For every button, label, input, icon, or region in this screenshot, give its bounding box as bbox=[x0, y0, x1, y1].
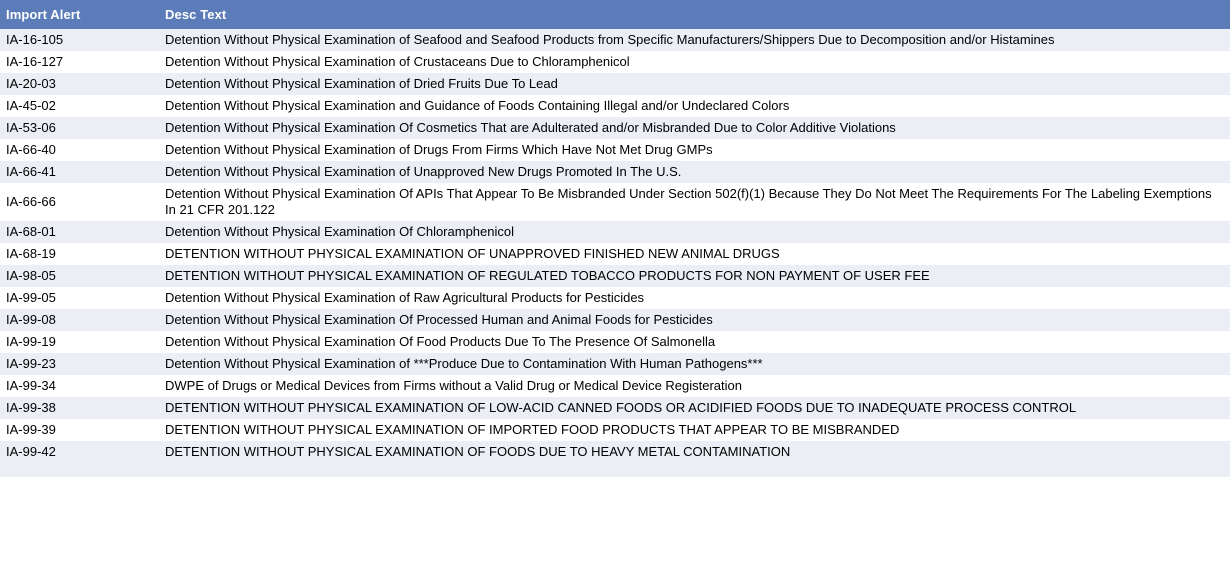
column-header-desc-text[interactable]: Desc Text bbox=[156, 0, 1230, 29]
table-row[interactable] bbox=[0, 139, 1230, 161]
cell-desc-text[interactable]: Detention Without Physical Examination of Dried Fruits Due To Lead bbox=[156, 73, 1230, 95]
table-row[interactable] bbox=[0, 309, 1230, 331]
cell-desc-text[interactable]: Detention Without Physical Examination Of APIs That Appear To Be Misbranded Under Section 502(f)(1) Because They Do Not Meet The Requirements For The Labeling Exemptions In 21 CFR 201.122 bbox=[156, 183, 1230, 221]
cell-import-alert[interactable]: IA-99-38 bbox=[0, 397, 156, 419]
cell-desc-text[interactable]: DETENTION WITHOUT PHYSICAL EXAMINATION OF LOW-ACID CANNED FOODS OR ACIDIFIED FOODS DUE TO INADEQUATE PROCESS CONTROL bbox=[156, 397, 1230, 419]
cell-desc-text[interactable]: Detention Without Physical Examination and Guidance of Foods Containing Illegal and/or Undeclared Colors bbox=[156, 95, 1230, 117]
cell-desc-text[interactable]: Detention Without Physical Examination Of Processed Human and Animal Foods for Pesticides bbox=[156, 309, 1230, 331]
cell-desc-text[interactable]: Detention Without Physical Examination of Seafood and Seafood Products from Specific Manufacturers/Shippers Due to Decomposition and/or Histamines bbox=[156, 29, 1230, 51]
cell-desc-text[interactable]: Detention Without Physical Examination of Unapproved New Drugs Promoted In The U.S. bbox=[156, 161, 1230, 183]
cell-import-alert[interactable]: IA-99-39 bbox=[0, 419, 156, 441]
cell-import-alert[interactable]: IA-68-01 bbox=[0, 221, 156, 243]
column-header-import-alert[interactable]: Import Alert bbox=[0, 0, 156, 29]
cell-import-alert[interactable]: IA-99-19 bbox=[0, 331, 156, 353]
table-row[interactable] bbox=[0, 419, 1230, 441]
cell-import-alert[interactable] bbox=[0, 463, 156, 477]
cell-desc-text[interactable]: Detention Without Physical Examination of Drugs From Firms Which Have Not Met Drug GMPs bbox=[156, 139, 1230, 161]
table-row[interactable] bbox=[0, 287, 1230, 309]
table-row[interactable] bbox=[0, 463, 1230, 477]
cell-import-alert[interactable]: IA-68-19 bbox=[0, 243, 156, 265]
table-row[interactable] bbox=[0, 161, 1230, 183]
cell-import-alert[interactable]: IA-99-08 bbox=[0, 309, 156, 331]
table-row[interactable] bbox=[0, 73, 1230, 95]
table-row[interactable] bbox=[0, 243, 1230, 265]
table-row[interactable] bbox=[0, 265, 1230, 287]
cell-import-alert[interactable]: IA-66-41 bbox=[0, 161, 156, 183]
cell-import-alert[interactable]: IA-98-05 bbox=[0, 265, 156, 287]
table-row[interactable] bbox=[0, 29, 1230, 51]
table-row[interactable] bbox=[0, 51, 1230, 73]
table-row[interactable] bbox=[0, 375, 1230, 397]
cell-import-alert[interactable]: IA-99-23 bbox=[0, 353, 156, 375]
table-row[interactable] bbox=[0, 331, 1230, 353]
table-row[interactable] bbox=[0, 441, 1230, 463]
cell-desc-text[interactable]: DETENTION WITHOUT PHYSICAL EXAMINATION OF IMPORTED FOOD PRODUCTS THAT APPEAR TO BE MISBRANDED bbox=[156, 419, 1230, 441]
cell-import-alert[interactable]: IA-16-127 bbox=[0, 51, 156, 73]
cell-desc-text[interactable]: DETENTION WITHOUT PHYSICAL EXAMINATION OF REGULATED TOBACCO PRODUCTS FOR NON PAYMENT OF USER FEE bbox=[156, 265, 1230, 287]
cell-desc-text[interactable]: DETENTION WITHOUT PHYSICAL EXAMINATION OF FOODS DUE TO HEAVY METAL CONTAMINATION bbox=[156, 441, 1230, 463]
table-row[interactable] bbox=[0, 397, 1230, 419]
cell-import-alert[interactable]: IA-20-03 bbox=[0, 73, 156, 95]
cell-desc-text[interactable]: Detention Without Physical Examination Of Cosmetics That are Adulterated and/or Misbranded Due to Color Additive Violations bbox=[156, 117, 1230, 139]
cell-import-alert[interactable]: IA-66-40 bbox=[0, 139, 156, 161]
table-row[interactable] bbox=[0, 95, 1230, 117]
table-row[interactable] bbox=[0, 117, 1230, 139]
cell-desc-text[interactable]: Detention Without Physical Examination of Raw Agricultural Products for Pesticides bbox=[156, 287, 1230, 309]
cell-import-alert[interactable]: IA-99-05 bbox=[0, 287, 156, 309]
table-row[interactable] bbox=[0, 353, 1230, 375]
cell-desc-text[interactable]: DETENTION WITHOUT PHYSICAL EXAMINATION OF UNAPPROVED FINISHED NEW ANIMAL DRUGS bbox=[156, 243, 1230, 265]
table-row[interactable] bbox=[0, 183, 1230, 221]
cell-desc-text[interactable]: Detention Without Physical Examination of Crustaceans Due to Chloramphenicol bbox=[156, 51, 1230, 73]
cell-import-alert[interactable]: IA-53-06 bbox=[0, 117, 156, 139]
cell-import-alert[interactable]: IA-99-34 bbox=[0, 375, 156, 397]
cell-import-alert[interactable]: IA-99-42 bbox=[0, 441, 156, 463]
table-body bbox=[0, 29, 1230, 477]
cell-desc-text[interactable]: Detention Without Physical Examination Of Chloramphenicol bbox=[156, 221, 1230, 243]
cell-desc-text[interactable]: Detention Without Physical Examination Of Food Products Due To The Presence Of Salmonella bbox=[156, 331, 1230, 353]
cell-desc-text[interactable] bbox=[156, 463, 1230, 477]
cell-desc-text[interactable]: DWPE of Drugs or Medical Devices from Firms without a Valid Drug or Medical Device Registeration bbox=[156, 375, 1230, 397]
cell-desc-text[interactable]: Detention Without Physical Examination of ***Produce Due to Contamination With Human Pathogens*** bbox=[156, 353, 1230, 375]
cell-import-alert[interactable]: IA-16-105 bbox=[0, 29, 156, 51]
cell-import-alert[interactable]: IA-45-02 bbox=[0, 95, 156, 117]
cell-import-alert[interactable]: IA-66-66 bbox=[0, 183, 156, 221]
table-header-row bbox=[0, 0, 1230, 29]
table-row[interactable] bbox=[0, 221, 1230, 243]
table-header bbox=[0, 0, 1230, 29]
